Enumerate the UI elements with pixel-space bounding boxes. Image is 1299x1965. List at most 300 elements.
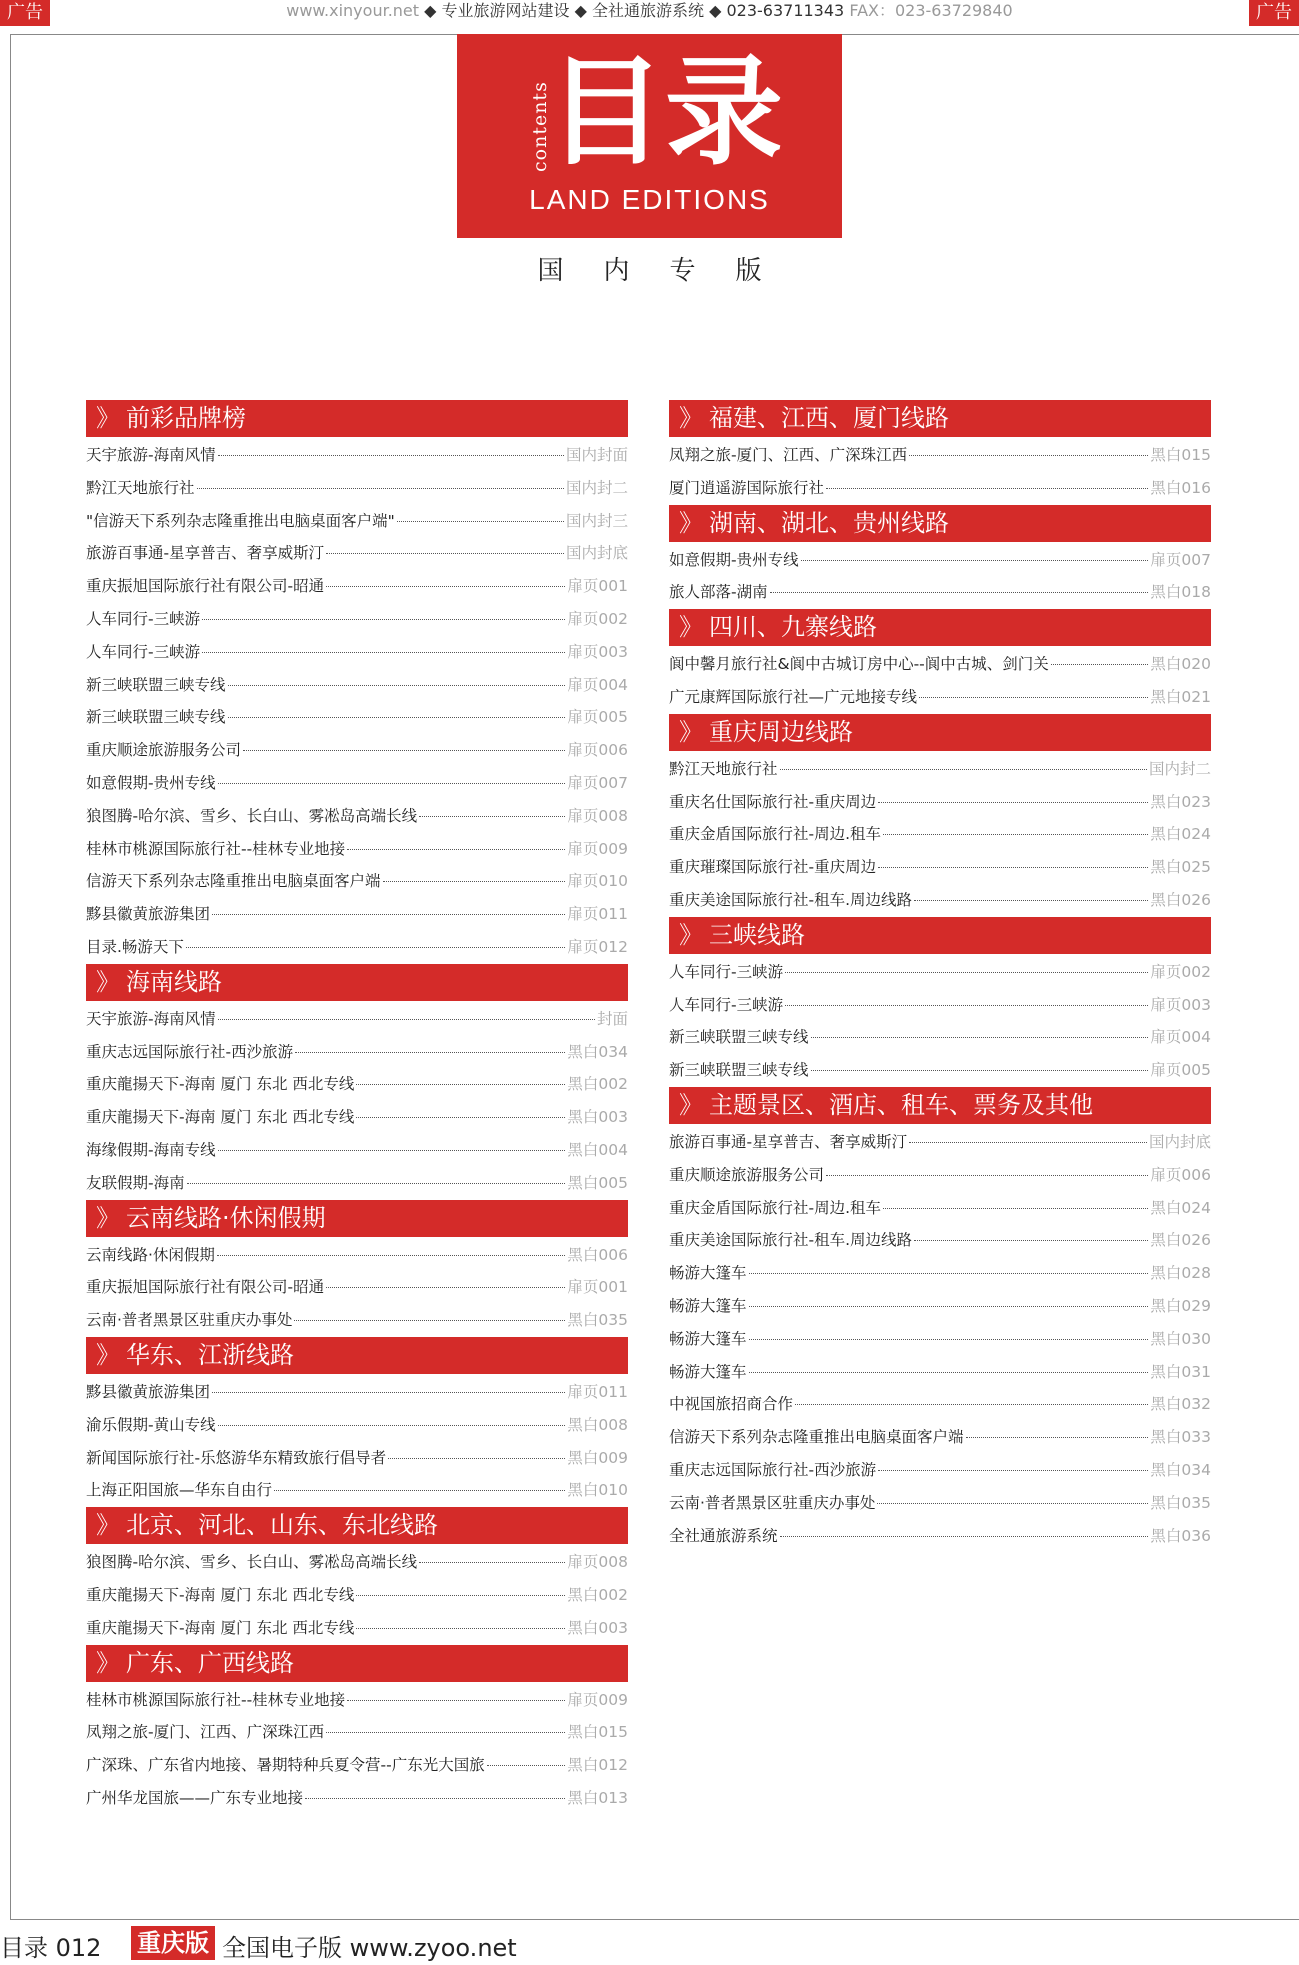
entry-title: 桂林市桃源国际旅行社--桂林专业地接 bbox=[86, 839, 346, 858]
entry-title: "信游天下系列杂志隆重推出电脑桌面客户端" bbox=[86, 511, 395, 530]
toc-entry[interactable] bbox=[86, 898, 628, 931]
toc-entry[interactable] bbox=[669, 1224, 1211, 1257]
section-title: 重庆周边线路 bbox=[709, 717, 853, 746]
toc-entry[interactable] bbox=[669, 1021, 1211, 1054]
entry-page: 扉页008 bbox=[567, 806, 628, 825]
dot-leader bbox=[770, 592, 1149, 593]
dot-leader bbox=[878, 1470, 1148, 1471]
dot-leader bbox=[356, 1084, 565, 1085]
top-url[interactable]: www.xinyour.net bbox=[286, 1, 420, 20]
ad-label-right: 广告 bbox=[1249, 0, 1299, 26]
entry-page: 黑白009 bbox=[567, 1448, 628, 1467]
entry-title: 黔江天地旅行社 bbox=[86, 478, 195, 497]
entry-page: 扉页007 bbox=[567, 773, 628, 792]
section-header bbox=[669, 609, 1211, 646]
dot-leader bbox=[749, 1339, 1149, 1340]
entry-page: 扉页002 bbox=[567, 609, 628, 628]
entry-page: 国内封面 bbox=[565, 446, 628, 464]
entry-title: 人车同行-三峡游 bbox=[86, 642, 201, 661]
chevron-right-icon: 》 bbox=[679, 613, 703, 642]
dot-leader bbox=[295, 1052, 565, 1053]
dot-leader bbox=[228, 685, 566, 686]
footer-site[interactable]: 全国电子版 www.zyoo.net bbox=[222, 1934, 517, 1962]
toc-entry[interactable] bbox=[669, 544, 1211, 577]
entry-title: 新三峡联盟三峡专线 bbox=[86, 708, 226, 727]
toc-entry[interactable] bbox=[86, 1442, 628, 1475]
dot-leader bbox=[326, 1287, 565, 1288]
entry-page: 扉页005 bbox=[1150, 1061, 1211, 1080]
chevron-right-icon: 》 bbox=[96, 967, 120, 996]
section-header bbox=[86, 1645, 628, 1682]
section-title: 四川、九寨线路 bbox=[709, 613, 877, 642]
entry-page: 黑白020 bbox=[1150, 655, 1211, 674]
dot-leader bbox=[212, 914, 565, 915]
entry-page: 黑白036 bbox=[1150, 1526, 1211, 1545]
entry-page: 黑白032 bbox=[1150, 1395, 1211, 1414]
entry-page: 黑白031 bbox=[1150, 1362, 1211, 1381]
entry-page: 黑白006 bbox=[567, 1245, 628, 1264]
section-title: 广东、广西线路 bbox=[126, 1648, 294, 1677]
toc-entry[interactable] bbox=[86, 1376, 628, 1409]
entry-page: 黑白003 bbox=[567, 1108, 628, 1127]
entry-page: 黑白021 bbox=[1150, 687, 1211, 706]
entry-page: 黑白002 bbox=[567, 1585, 628, 1604]
entry-title: 重庆美途国际旅行社-租车.周边线路 bbox=[669, 1231, 913, 1250]
dot-leader bbox=[878, 867, 1148, 868]
dot-leader bbox=[826, 488, 1148, 489]
entry-page: 扉页010 bbox=[567, 872, 628, 891]
entry-title: 云南线路·休闲假期 bbox=[86, 1245, 215, 1264]
entry-title: 重庆顺途旅游服务公司 bbox=[669, 1165, 825, 1184]
toc-entry[interactable] bbox=[86, 1068, 628, 1101]
dot-leader bbox=[801, 560, 1149, 561]
dot-leader bbox=[187, 1183, 566, 1184]
section-header bbox=[669, 917, 1211, 954]
entry-page: 黑白025 bbox=[1150, 858, 1211, 877]
entry-title: 天宇旅游-海南风情 bbox=[86, 1009, 216, 1028]
entry-title: 友联假期-海南 bbox=[86, 1173, 185, 1192]
entry-title: 旅游百事通-星享普吉、奢享威斯汀 bbox=[86, 544, 325, 563]
dot-leader bbox=[197, 488, 564, 489]
entry-title: 新闻国际旅行社-乐悠游华东精致旅行倡导者 bbox=[86, 1448, 387, 1467]
dot-leader bbox=[1051, 664, 1149, 665]
entry-title: 上海正阳国旅—华东自由行 bbox=[86, 1481, 273, 1500]
entry-page: 国内封二 bbox=[565, 478, 628, 497]
toc-entry[interactable] bbox=[86, 636, 628, 669]
entry-title: 重庆顺途旅游服务公司 bbox=[86, 741, 242, 760]
dot-leader bbox=[914, 900, 1148, 901]
toc-entry[interactable] bbox=[669, 884, 1211, 917]
toc-entry[interactable] bbox=[86, 1474, 628, 1507]
toc-entry[interactable] bbox=[86, 1134, 628, 1167]
entry-page: 封面 bbox=[596, 1009, 628, 1028]
section-header bbox=[669, 505, 1211, 542]
toc-entry[interactable] bbox=[669, 1388, 1211, 1421]
toc-entry[interactable] bbox=[86, 1684, 628, 1717]
toc-entry[interactable] bbox=[86, 439, 628, 472]
entry-title: 人车同行-三峡游 bbox=[669, 962, 784, 981]
section-header bbox=[669, 714, 1211, 751]
toc-entry[interactable] bbox=[86, 1271, 628, 1304]
entry-page: 国内封底 bbox=[1148, 1132, 1211, 1151]
entry-title: 全社通旅游系统 bbox=[669, 1526, 778, 1545]
toc-entry[interactable] bbox=[669, 439, 1211, 472]
dot-leader bbox=[878, 802, 1148, 803]
dot-leader bbox=[218, 1019, 595, 1020]
entry-title: 人车同行-三峡游 bbox=[669, 995, 784, 1014]
dot-leader bbox=[218, 1425, 566, 1426]
entry-page: 黑白034 bbox=[567, 1042, 628, 1061]
toc-entry[interactable] bbox=[669, 1421, 1211, 1454]
toc-entry[interactable] bbox=[86, 1239, 628, 1272]
entry-page: 扉页006 bbox=[567, 741, 628, 760]
toc-entry[interactable] bbox=[86, 1612, 628, 1645]
toc-entry[interactable] bbox=[669, 956, 1211, 989]
chevron-right-icon: 》 bbox=[96, 1511, 120, 1540]
entry-title: 厦门逍遥游国际旅行社 bbox=[669, 478, 825, 497]
entry-title: 旅游百事通-星享普吉、奢享威斯汀 bbox=[669, 1132, 908, 1151]
entry-page: 黑白024 bbox=[1150, 825, 1211, 844]
page-number: 目录 012 bbox=[0, 1934, 102, 1962]
toc-entry[interactable] bbox=[86, 931, 628, 964]
section-header bbox=[86, 1200, 628, 1237]
entry-page: 黑白015 bbox=[567, 1723, 628, 1742]
chevron-right-icon: 》 bbox=[96, 1340, 120, 1369]
toc-entry[interactable] bbox=[86, 734, 628, 767]
section-title: 三峡线路 bbox=[709, 920, 805, 949]
entry-page: 黑白035 bbox=[567, 1311, 628, 1330]
dot-leader bbox=[217, 1255, 565, 1256]
entry-page: 黑白035 bbox=[1150, 1493, 1211, 1512]
logo-word: contents bbox=[529, 81, 551, 172]
chevron-right-icon: 》 bbox=[679, 717, 703, 746]
toc-entry[interactable] bbox=[86, 1546, 628, 1579]
entry-page: 黑白029 bbox=[1150, 1296, 1211, 1315]
entry-page: 扉页005 bbox=[567, 708, 628, 727]
dot-leader bbox=[212, 1392, 565, 1393]
dot-leader bbox=[274, 1490, 565, 1491]
dot-leader bbox=[186, 947, 565, 948]
toc-entry[interactable] bbox=[86, 1036, 628, 1069]
entry-page: 扉页011 bbox=[567, 1382, 628, 1401]
dot-leader bbox=[326, 586, 565, 587]
dot-leader bbox=[877, 1503, 1148, 1504]
dot-leader bbox=[966, 1437, 1149, 1438]
chevron-right-icon: 》 bbox=[679, 508, 703, 537]
entry-title: 黟县徽黄旅游集团 bbox=[86, 1382, 211, 1401]
toc-entry[interactable] bbox=[669, 1257, 1211, 1290]
contents-logo bbox=[457, 34, 842, 238]
dot-leader bbox=[202, 619, 565, 620]
entry-title: 渝乐假期-黄山专线 bbox=[86, 1415, 216, 1434]
toc-entry[interactable] bbox=[669, 1487, 1211, 1520]
toc-entry[interactable] bbox=[669, 576, 1211, 609]
toc-entry[interactable] bbox=[86, 537, 628, 570]
edition-badge: 重庆版 bbox=[131, 1926, 215, 1960]
toc-entry[interactable] bbox=[86, 1101, 628, 1134]
section-header bbox=[86, 400, 628, 437]
entry-title: 畅游大篷车 bbox=[669, 1264, 747, 1283]
chevron-right-icon: 》 bbox=[679, 920, 703, 949]
dot-leader bbox=[785, 1005, 1148, 1006]
toc-entry[interactable] bbox=[86, 865, 628, 898]
toc-entry[interactable] bbox=[86, 1579, 628, 1612]
top-bar bbox=[0, 0, 1299, 30]
entry-title: 广元康辉国际旅行社—广元地接专线 bbox=[669, 687, 918, 706]
toc-entry[interactable] bbox=[669, 851, 1211, 884]
dot-leader bbox=[487, 1765, 566, 1766]
toc-entry[interactable] bbox=[86, 669, 628, 702]
dot-leader bbox=[919, 697, 1148, 698]
section-header bbox=[669, 1087, 1211, 1124]
entry-page: 扉页012 bbox=[567, 937, 628, 956]
dot-leader bbox=[356, 1595, 565, 1596]
toc-entry[interactable] bbox=[669, 753, 1211, 786]
logo-subtitle: LAND EDITIONS bbox=[529, 184, 770, 215]
entry-page: 扉页011 bbox=[567, 905, 628, 924]
entry-title: 新三峡联盟三峡专线 bbox=[86, 675, 226, 694]
toc-entry[interactable] bbox=[86, 701, 628, 734]
entry-page: 黑白003 bbox=[567, 1618, 628, 1637]
entry-title: 人车同行-三峡游 bbox=[86, 609, 201, 628]
entry-page: 黑白023 bbox=[1150, 792, 1211, 811]
toc-entry[interactable] bbox=[86, 767, 628, 800]
entry-page: 黑白004 bbox=[567, 1140, 628, 1159]
entry-title: 黟县徽黄旅游集团 bbox=[86, 905, 211, 924]
dot-leader bbox=[780, 769, 1147, 770]
dot-leader bbox=[218, 783, 566, 784]
chevron-right-icon: 》 bbox=[96, 1203, 120, 1232]
dot-leader bbox=[780, 1536, 1149, 1537]
section-title: 湖南、湖北、贵州线路 bbox=[709, 508, 949, 537]
section-header bbox=[86, 1507, 628, 1544]
entry-page: 黑白024 bbox=[1150, 1198, 1211, 1217]
toc-entry[interactable] bbox=[86, 833, 628, 866]
toc-entry[interactable] bbox=[669, 1454, 1211, 1487]
section-header bbox=[86, 1337, 628, 1374]
dot-leader bbox=[347, 1700, 565, 1701]
page-subtitle: 国内专版 bbox=[537, 256, 802, 286]
entry-title: 桂林市桃源国际旅行社--桂林专业地接 bbox=[86, 1690, 346, 1709]
toc-column-right bbox=[669, 400, 1211, 1552]
entry-page: 黑白026 bbox=[1150, 1231, 1211, 1250]
entry-title: 广州华龙国旅——广东专业地接 bbox=[86, 1788, 304, 1807]
entry-title: 重庆金盾国际旅行社-周边.租车 bbox=[669, 825, 882, 844]
toc-entry[interactable] bbox=[669, 1192, 1211, 1225]
entry-title: 云南·普者黑景区驻重庆办事处 bbox=[86, 1311, 293, 1330]
dot-leader bbox=[883, 834, 1148, 835]
dot-leader bbox=[811, 1037, 1149, 1038]
toc-entry[interactable] bbox=[669, 472, 1211, 505]
entry-title: 如意假期-贵州专线 bbox=[86, 773, 216, 792]
dot-leader bbox=[914, 1240, 1148, 1241]
entry-page: 黑白018 bbox=[1150, 583, 1211, 602]
entry-title: 新三峡联盟三峡专线 bbox=[669, 1028, 809, 1047]
dot-leader bbox=[883, 1208, 1148, 1209]
entry-title: 重庆璀璨国际旅行社-重庆周边 bbox=[669, 858, 877, 877]
section-title: 北京、河北、山东、东北线路 bbox=[126, 1511, 438, 1540]
toc-entry[interactable] bbox=[669, 989, 1211, 1022]
toc-entry[interactable] bbox=[86, 1782, 628, 1815]
top-fax: FAX：023-63729840 bbox=[849, 1, 1013, 20]
chevron-right-icon: 》 bbox=[96, 404, 120, 432]
dot-leader bbox=[749, 1273, 1149, 1274]
toc-entry[interactable] bbox=[86, 472, 628, 505]
entry-page: 国内封三 bbox=[565, 511, 628, 530]
chevron-right-icon: 》 bbox=[96, 1648, 120, 1677]
entry-page: 黑白002 bbox=[567, 1075, 628, 1094]
entry-title: 黔江天地旅行社 bbox=[669, 759, 778, 778]
section-title: 华东、江浙线路 bbox=[126, 1340, 294, 1369]
toc-entry[interactable] bbox=[669, 1126, 1211, 1159]
dot-leader bbox=[294, 1320, 565, 1321]
entry-title: 云南·普者黑景区驻重庆办事处 bbox=[669, 1493, 876, 1512]
entry-page: 国内封二 bbox=[1148, 759, 1211, 778]
entry-title: 重庆志远国际旅行社-西沙旅游 bbox=[86, 1042, 294, 1061]
entry-page: 黑白034 bbox=[1150, 1460, 1211, 1479]
toc-entry[interactable] bbox=[669, 1356, 1211, 1389]
dot-leader bbox=[218, 1150, 566, 1151]
dot-leader bbox=[356, 1628, 565, 1629]
entry-title: 目录.畅游天下 bbox=[86, 937, 184, 956]
toc-entry[interactable] bbox=[669, 681, 1211, 714]
entry-title: 狼图腾-哈尔滨、雪乡、长白山、雾凇岛高端长线 bbox=[86, 1553, 418, 1572]
entry-page: 黑白013 bbox=[567, 1788, 628, 1807]
entry-page: 扉页008 bbox=[567, 1553, 628, 1572]
entry-title: 重庆龍揚天下-海南 厦门 东北 西北专线 bbox=[86, 1075, 355, 1094]
entry-page: 扉页004 bbox=[567, 675, 628, 694]
entry-page: 黑白010 bbox=[567, 1481, 628, 1500]
dot-leader bbox=[228, 717, 566, 718]
entry-title: 重庆金盾国际旅行社-周边.租车 bbox=[669, 1198, 882, 1217]
entry-title: 凤翔之旅-厦门、江西、广深珠江西 bbox=[669, 446, 908, 464]
dot-leader bbox=[383, 881, 566, 882]
toc-column-left bbox=[86, 400, 628, 1815]
toc-entry[interactable] bbox=[669, 1290, 1211, 1323]
dot-leader bbox=[811, 1070, 1149, 1071]
dot-leader bbox=[795, 1404, 1148, 1405]
toc-entry[interactable] bbox=[669, 648, 1211, 681]
entry-page: 黑白012 bbox=[567, 1756, 628, 1775]
dot-leader bbox=[326, 553, 564, 554]
toc-entry[interactable] bbox=[86, 1716, 628, 1749]
dot-leader bbox=[218, 455, 564, 456]
entry-page: 黑白026 bbox=[1150, 890, 1211, 909]
dot-leader bbox=[785, 972, 1148, 973]
entry-title: 凤翔之旅-厦门、江西、广深珠江西 bbox=[86, 1723, 325, 1742]
dot-leader bbox=[202, 652, 565, 653]
entry-title: 重庆振旭国际旅行社有限公司-昭通 bbox=[86, 577, 325, 596]
toc-entry[interactable] bbox=[669, 818, 1211, 851]
entry-title: 畅游大篷车 bbox=[669, 1296, 747, 1315]
dot-leader bbox=[326, 1732, 565, 1733]
section-header bbox=[86, 964, 628, 1001]
section-title: 云南线路·休闲假期 bbox=[126, 1203, 326, 1232]
toc-entry[interactable] bbox=[86, 1304, 628, 1337]
entry-title: 重庆志远国际旅行社-西沙旅游 bbox=[669, 1460, 877, 1479]
dot-leader bbox=[305, 1798, 565, 1799]
section-title: 海南线路 bbox=[126, 967, 222, 996]
entry-title: 重庆美途国际旅行社-租车.周边线路 bbox=[669, 890, 913, 909]
toc-entry[interactable] bbox=[669, 1520, 1211, 1553]
toc-entry[interactable] bbox=[86, 603, 628, 636]
toc-entry[interactable] bbox=[86, 1749, 628, 1782]
entry-page: 扉页001 bbox=[567, 577, 628, 596]
entry-page: 扉页009 bbox=[567, 1690, 628, 1709]
entry-title: 阆中馨月旅行社&阆中古城订房中心--阆中古城、剑门关 bbox=[669, 655, 1049, 674]
entry-title: 新三峡联盟三峡专线 bbox=[669, 1061, 809, 1080]
entry-page: 扉页006 bbox=[1150, 1165, 1211, 1184]
entry-title: 广深珠、广东省内地接、暑期特种兵夏令营--广东光大国旅 bbox=[86, 1756, 485, 1775]
dot-leader bbox=[356, 1117, 565, 1118]
toc-entry[interactable] bbox=[86, 1409, 628, 1442]
entry-page: 黑白005 bbox=[567, 1173, 628, 1192]
entry-title: 重庆龍揚天下-海南 厦门 东北 西北专线 bbox=[86, 1108, 355, 1127]
entry-title: 狼图腾-哈尔滨、雪乡、长白山、雾凇岛高端长线 bbox=[86, 806, 418, 825]
toc-entry[interactable] bbox=[86, 1167, 628, 1200]
entry-title: 中视国旅招商合作 bbox=[669, 1395, 794, 1414]
section-title: 主题景区、酒店、租车、票务及其他 bbox=[709, 1090, 1093, 1119]
entry-title: 信游天下系列杂志隆重推出电脑桌面客户端 bbox=[669, 1428, 964, 1447]
entry-page: 扉页009 bbox=[567, 839, 628, 858]
entry-page: 扉页002 bbox=[1150, 962, 1211, 981]
toc-entry[interactable] bbox=[86, 1003, 628, 1036]
dot-leader bbox=[388, 1458, 565, 1459]
entry-page: 黑白008 bbox=[567, 1415, 628, 1434]
logo-title: 目录 bbox=[546, 42, 783, 181]
top-text: ◆ 专业旅游网站建设 ◆ 全社通旅游系统 ◆ 023-63711343 bbox=[424, 1, 845, 20]
entry-title: 畅游大篷车 bbox=[669, 1362, 747, 1381]
chevron-right-icon: 》 bbox=[679, 1090, 703, 1119]
entry-page: 国内封底 bbox=[565, 544, 628, 563]
toc-entry[interactable] bbox=[669, 786, 1211, 819]
entry-page: 扉页003 bbox=[1150, 995, 1211, 1014]
entry-page: 扉页004 bbox=[1150, 1028, 1211, 1047]
entry-title: 重庆名仕国际旅行社-重庆周边 bbox=[669, 792, 877, 811]
entry-page: 扉页003 bbox=[567, 642, 628, 661]
dot-leader bbox=[419, 816, 565, 817]
entry-page: 扉页007 bbox=[1150, 550, 1211, 569]
entry-title: 如意假期-贵州专线 bbox=[669, 550, 799, 569]
entry-page: 黑白016 bbox=[1150, 478, 1211, 497]
entry-title: 天宇旅游-海南风情 bbox=[86, 446, 216, 464]
dot-leader bbox=[347, 849, 565, 850]
toc-entry[interactable] bbox=[86, 800, 628, 833]
dot-leader bbox=[909, 455, 1148, 456]
entry-title: 信游天下系列杂志隆重推出电脑桌面客户端 bbox=[86, 872, 381, 891]
toc-entry[interactable] bbox=[669, 1323, 1211, 1356]
toc-entry[interactable] bbox=[86, 505, 628, 538]
dot-leader bbox=[419, 1562, 565, 1563]
section-title: 福建、江西、厦门线路 bbox=[709, 404, 949, 432]
dot-leader bbox=[243, 750, 565, 751]
entry-page: 黑白015 bbox=[1150, 446, 1211, 464]
toc-entry[interactable] bbox=[669, 1054, 1211, 1087]
dot-leader bbox=[749, 1306, 1149, 1307]
dot-leader bbox=[826, 1175, 1148, 1176]
footer bbox=[0, 1924, 1299, 1964]
entry-page: 黑白028 bbox=[1150, 1264, 1211, 1283]
section-header bbox=[669, 400, 1211, 437]
toc-entry[interactable] bbox=[669, 1159, 1211, 1192]
entry-page: 黑白033 bbox=[1150, 1428, 1211, 1447]
top-info bbox=[0, 0, 1299, 22]
entry-page: 黑白030 bbox=[1150, 1329, 1211, 1348]
entry-page: 扉页001 bbox=[567, 1278, 628, 1297]
entry-title: 重庆龍揚天下-海南 厦门 东北 西北专线 bbox=[86, 1618, 355, 1637]
toc-entry[interactable] bbox=[86, 570, 628, 603]
entry-title: 海缘假期-海南专线 bbox=[86, 1140, 216, 1159]
